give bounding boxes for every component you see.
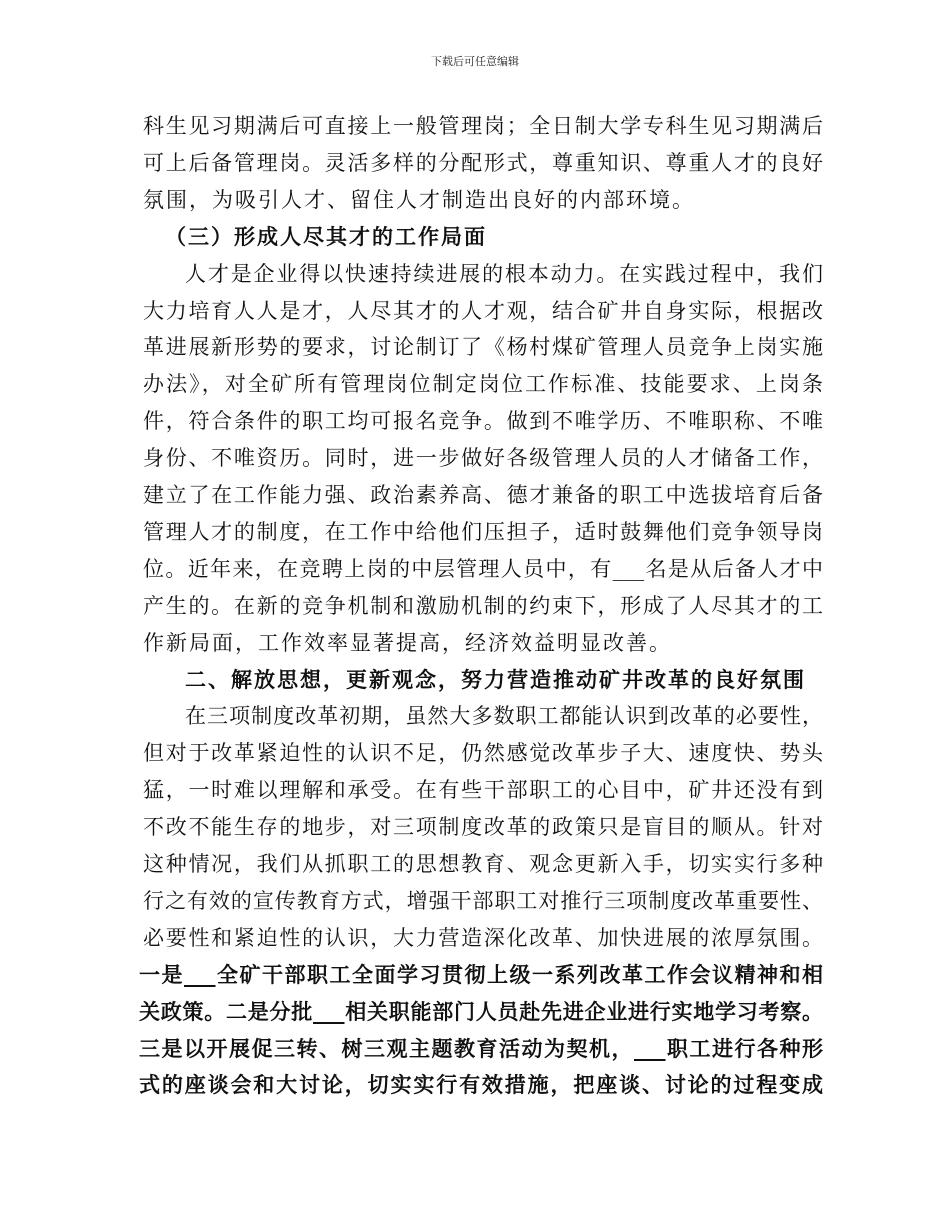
paragraph-line: 件，符合条件的职工均可报名竞争。做到不唯学历、不唯职称、不唯 xyxy=(143,409,823,434)
paragraph-line: 必要性和紧迫性的认识，大力营造深化改革、加快进展的浓厚氛围。 xyxy=(143,925,823,950)
paragraph-line: 革进展新形势的要求，讨论制订了《杨村煤矿管理人员竞争上岗实施 xyxy=(143,335,823,360)
paragraph-line: 但对于改革紧迫性的认识不足，仍然感觉改革步子大、速度快、势头 xyxy=(143,741,823,766)
paragraph-line: 氛围，为吸引人才、留住人才制造出良好的内部环境。 xyxy=(143,187,695,212)
paragraph-line: 行之有效的宣传教育方式，增强干部职工对推行三项制度改革重要性、 xyxy=(143,888,823,913)
paragraph-line: 不改不能生存的地步，对三项制度改革的政策只是盲目的顺从。针对 xyxy=(143,815,823,840)
heading-line: 一是___全矿干部职工全面学习贯彻上级一系列改革工作会议精神和相 xyxy=(139,961,823,987)
heading-line: 关政策。二是分批___相关职能部门人员赴先进企业进行实地学习考察。 xyxy=(139,998,823,1024)
page-header: 下载后可任意编辑 xyxy=(431,55,519,68)
paragraph-line: 这种情况，我们从抓职工的思想教育、观念更新入手，切实实行多种 xyxy=(143,852,823,876)
paragraph-line: 位。近年来，在竞聘上岗的中层管理人员中，有___名是从后备人才中 xyxy=(143,556,823,581)
paragraph-line: 作新局面，工作效率显著提高，经济效益明显改善。 xyxy=(143,630,672,655)
paragraph-line: 在三项制度改革初期，虽然大多数职工都能认识到改革的必要性， xyxy=(185,704,823,729)
paragraph-line: 产生的。在新的竞争机制和激励机制的约束下，形成了人尽其才的工 xyxy=(143,593,823,618)
heading-line: （三）形成人尽其才的工作局面 xyxy=(165,223,487,249)
paragraph-line: 大力培育人人是才，人尽其才的人才观，结合矿井自身实际，根据改 xyxy=(143,298,823,323)
paragraph-line: 科生见习期满后可直接上一般管理岗；全日制大学专科生见习期满后 xyxy=(143,114,823,138)
paragraph-line: 人才是企业得以快速持续进展的根本动力。在实践过程中，我们 xyxy=(185,261,823,286)
paragraph-line: 管理人才的制度，在工作中给他们压担子，适时鼓舞他们竞争领导岗 xyxy=(143,519,823,544)
paragraph-line: 建立了在工作能力强、政治素养高、德才兼备的职工中选拔培育后备 xyxy=(143,483,823,507)
heading-line: 三是以开展促三转、树三观主题教育活动为契机，___职工进行各种形 xyxy=(139,1035,823,1061)
heading-line: 二、解放思想，更新观念，努力营造推动矿井改革的良好氛围 xyxy=(185,666,806,692)
paragraph-line: 办法》，对全矿所有管理岗位制定岗位工作标准、技能要求、上岗条 xyxy=(143,372,823,397)
heading-line: 式的座谈会和大讨论，切实实行有效措施，把座谈、讨论的过程变成 xyxy=(139,1072,823,1098)
paragraph-line: 猛，一时难以理解和承受。在有些干部职工的心目中，矿井还没有到 xyxy=(143,778,823,803)
paragraph-line: 身份、不唯资历。同时，进一步做好各级管理人员的人才储备工作， xyxy=(143,446,823,471)
paragraph-line: 可上后备管理岗。灵活多样的分配形式，尊重知识、尊重人才的良好 xyxy=(143,150,823,175)
